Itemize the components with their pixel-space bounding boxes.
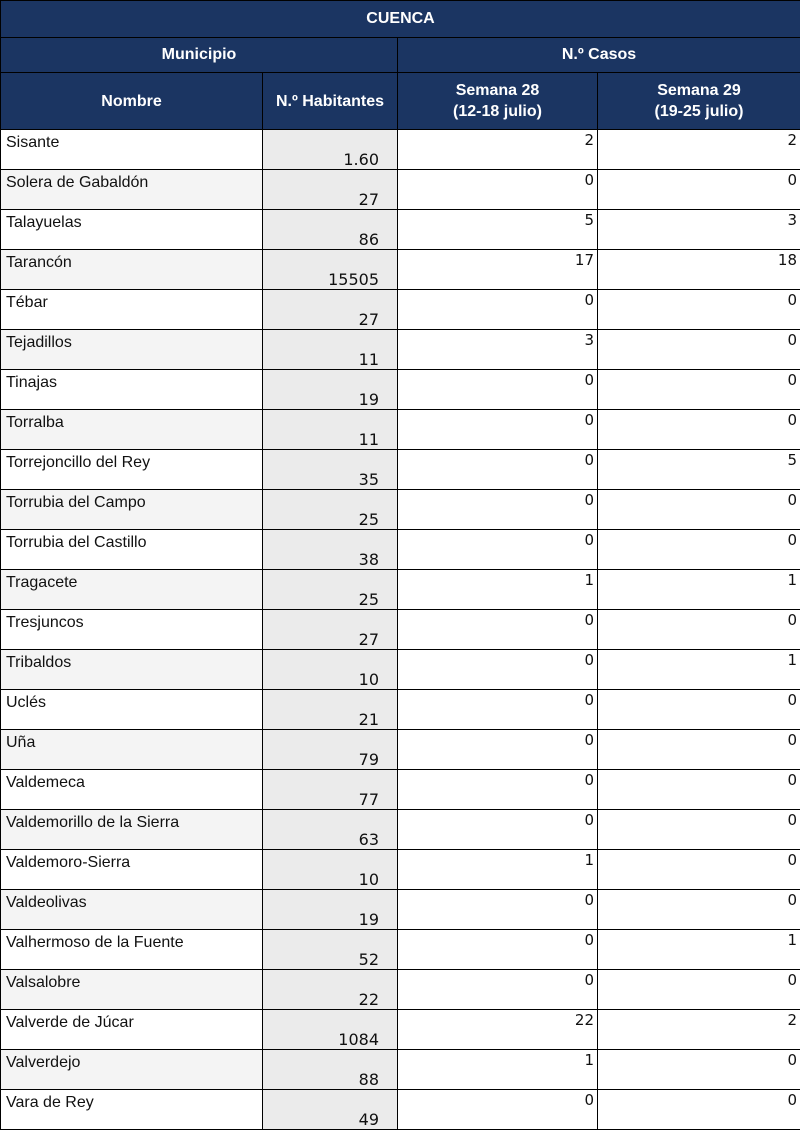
municipio-name: Torralba (1, 410, 263, 450)
table-row (1, 930, 800, 970)
semana29-cases: 2 (598, 1010, 800, 1050)
habitantes-value: 25 (263, 490, 398, 530)
semana29-cases: 1 (598, 650, 800, 690)
semana28-cases: 0 (398, 370, 598, 410)
municipio-name: Torrejoncillo del Rey (1, 450, 263, 490)
municipio-name: Uclés (1, 690, 263, 730)
semana29-cases: 1 (598, 570, 800, 610)
table-row (1, 1050, 800, 1090)
semana29-cases: 0 (598, 490, 800, 530)
semana29-cases: 0 (598, 410, 800, 450)
table-row (1, 130, 800, 170)
semana29-cases: 0 (598, 170, 800, 210)
habitantes-value: 19 (263, 370, 398, 410)
semana29-cases: 0 (598, 610, 800, 650)
municipio-name: Uña (1, 730, 263, 770)
semana29-cases: 0 (598, 810, 800, 850)
semana29-cases: 0 (598, 370, 800, 410)
nombre-column-header: Nombre (1, 73, 263, 130)
habitantes-value: 21 (263, 690, 398, 730)
semana28-cases: 0 (398, 970, 598, 1010)
municipio-name: Valsalobre (1, 970, 263, 1010)
table-row (1, 770, 800, 810)
habitantes-value: 1.60 (263, 130, 398, 170)
table-body (1, 130, 800, 1130)
semana28-cases: 0 (398, 490, 598, 530)
semana29-cases: 0 (598, 850, 800, 890)
table-row (1, 730, 800, 770)
semana28-cases: 1 (398, 850, 598, 890)
semana28-cases: 17 (398, 250, 598, 290)
semana28-cases: 0 (398, 290, 598, 330)
table-title: CUENCA (1, 1, 800, 38)
municipio-group-header: Municipio (1, 38, 398, 73)
semana29-cases: 0 (598, 730, 800, 770)
semana28-cases: 1 (398, 1050, 598, 1090)
table-row (1, 490, 800, 530)
semana29-range: (19-25 julio) (598, 101, 800, 122)
municipio-name: Valverde de Júcar (1, 1010, 263, 1050)
table-row (1, 890, 800, 930)
semana28-cases: 0 (398, 610, 598, 650)
table-row (1, 370, 800, 410)
municipio-name: Tragacete (1, 570, 263, 610)
habitantes-value: 11 (263, 330, 398, 370)
semana29-cases: 3 (598, 210, 800, 250)
table-row (1, 650, 800, 690)
municipio-name: Sisante (1, 130, 263, 170)
table-row (1, 410, 800, 450)
semana28-cases: 0 (398, 650, 598, 690)
table-row (1, 210, 800, 250)
semana28-cases: 0 (398, 450, 598, 490)
semana28-cases: 0 (398, 730, 598, 770)
habitantes-value: 25 (263, 570, 398, 610)
semana29-cases: 5 (598, 450, 800, 490)
semana29-cases: 0 (598, 970, 800, 1010)
semana28-cases: 0 (398, 1090, 598, 1130)
semana28-cases: 22 (398, 1010, 598, 1050)
semana28-cases: 0 (398, 170, 598, 210)
municipio-name: Tresjuncos (1, 610, 263, 650)
habitantes-value: 63 (263, 810, 398, 850)
table-row (1, 290, 800, 330)
table-row (1, 1010, 800, 1050)
semana29-cases: 0 (598, 330, 800, 370)
habitantes-value: 27 (263, 290, 398, 330)
municipio-name: Valdemeca (1, 770, 263, 810)
semana28-column-header (398, 73, 598, 130)
semana29-cases: 0 (598, 530, 800, 570)
table-row (1, 530, 800, 570)
semana28-cases: 0 (398, 530, 598, 570)
semana28-cases: 5 (398, 210, 598, 250)
habitantes-value: 10 (263, 850, 398, 890)
semana28-range: (12-18 julio) (398, 101, 597, 122)
semana28-cases: 1 (398, 570, 598, 610)
table-row (1, 810, 800, 850)
municipio-name: Talayuelas (1, 210, 263, 250)
habitantes-value: 35 (263, 450, 398, 490)
semana28-cases: 3 (398, 330, 598, 370)
table-row (1, 570, 800, 610)
municipio-name: Valdeolivas (1, 890, 263, 930)
table-row (1, 850, 800, 890)
semana28-cases: 0 (398, 890, 598, 930)
habitantes-value: 19 (263, 890, 398, 930)
semana29-cases: 0 (598, 890, 800, 930)
habitantes-value: 86 (263, 210, 398, 250)
habitantes-value: 38 (263, 530, 398, 570)
semana28-cases: 0 (398, 810, 598, 850)
habitantes-value: 1084 (263, 1010, 398, 1050)
table-row (1, 610, 800, 650)
municipio-name: Vara de Rey (1, 1090, 263, 1130)
municipio-name: Tébar (1, 290, 263, 330)
habitantes-value: 88 (263, 1050, 398, 1090)
municipio-name: Torrubia del Campo (1, 490, 263, 530)
semana29-cases: 2 (598, 130, 800, 170)
municipio-name: Tribaldos (1, 650, 263, 690)
municipio-name: Tinajas (1, 370, 263, 410)
semana28-cases: 0 (398, 770, 598, 810)
table-row (1, 690, 800, 730)
semana29-cases: 0 (598, 770, 800, 810)
habitantes-value: 49 (263, 1090, 398, 1130)
semana29-column-header (598, 73, 800, 130)
semana29-cases: 0 (598, 290, 800, 330)
municipio-name: Valdemorillo de la Sierra (1, 810, 263, 850)
table-row (1, 1090, 800, 1130)
table-row (1, 450, 800, 490)
habitantes-value: 27 (263, 610, 398, 650)
table-row (1, 170, 800, 210)
semana28-label: Semana 28 (398, 80, 597, 101)
semana29-cases: 0 (598, 1090, 800, 1130)
semana29-cases: 0 (598, 690, 800, 730)
habitantes-value: 79 (263, 730, 398, 770)
semana29-cases: 1 (598, 930, 800, 970)
municipio-name: Valhermoso de la Fuente (1, 930, 263, 970)
semana29-cases: 18 (598, 250, 800, 290)
habitantes-column-header: N.º Habitantes (263, 73, 398, 130)
semana29-cases: 0 (598, 1050, 800, 1090)
habitantes-value: 22 (263, 970, 398, 1010)
habitantes-value: 52 (263, 930, 398, 970)
municipio-name: Tarancón (1, 250, 263, 290)
habitantes-value: 27 (263, 170, 398, 210)
habitantes-value: 11 (263, 410, 398, 450)
municipio-name: Torrubia del Castillo (1, 530, 263, 570)
habitantes-value: 77 (263, 770, 398, 810)
municipio-name: Valdemoro-Sierra (1, 850, 263, 890)
habitantes-value: 10 (263, 650, 398, 690)
municipio-name: Tejadillos (1, 330, 263, 370)
habitantes-value: 15505 (263, 250, 398, 290)
semana28-cases: 0 (398, 410, 598, 450)
semana29-label: Semana 29 (598, 80, 800, 101)
casos-group-header: N.º Casos (398, 38, 800, 73)
table-row (1, 970, 800, 1010)
semana28-cases: 0 (398, 930, 598, 970)
municipio-name: Valverdejo (1, 1050, 263, 1090)
semana28-cases: 0 (398, 690, 598, 730)
semana28-cases: 2 (398, 130, 598, 170)
municipio-name: Solera de Gabaldón (1, 170, 263, 210)
table-row (1, 330, 800, 370)
table-row (1, 250, 800, 290)
